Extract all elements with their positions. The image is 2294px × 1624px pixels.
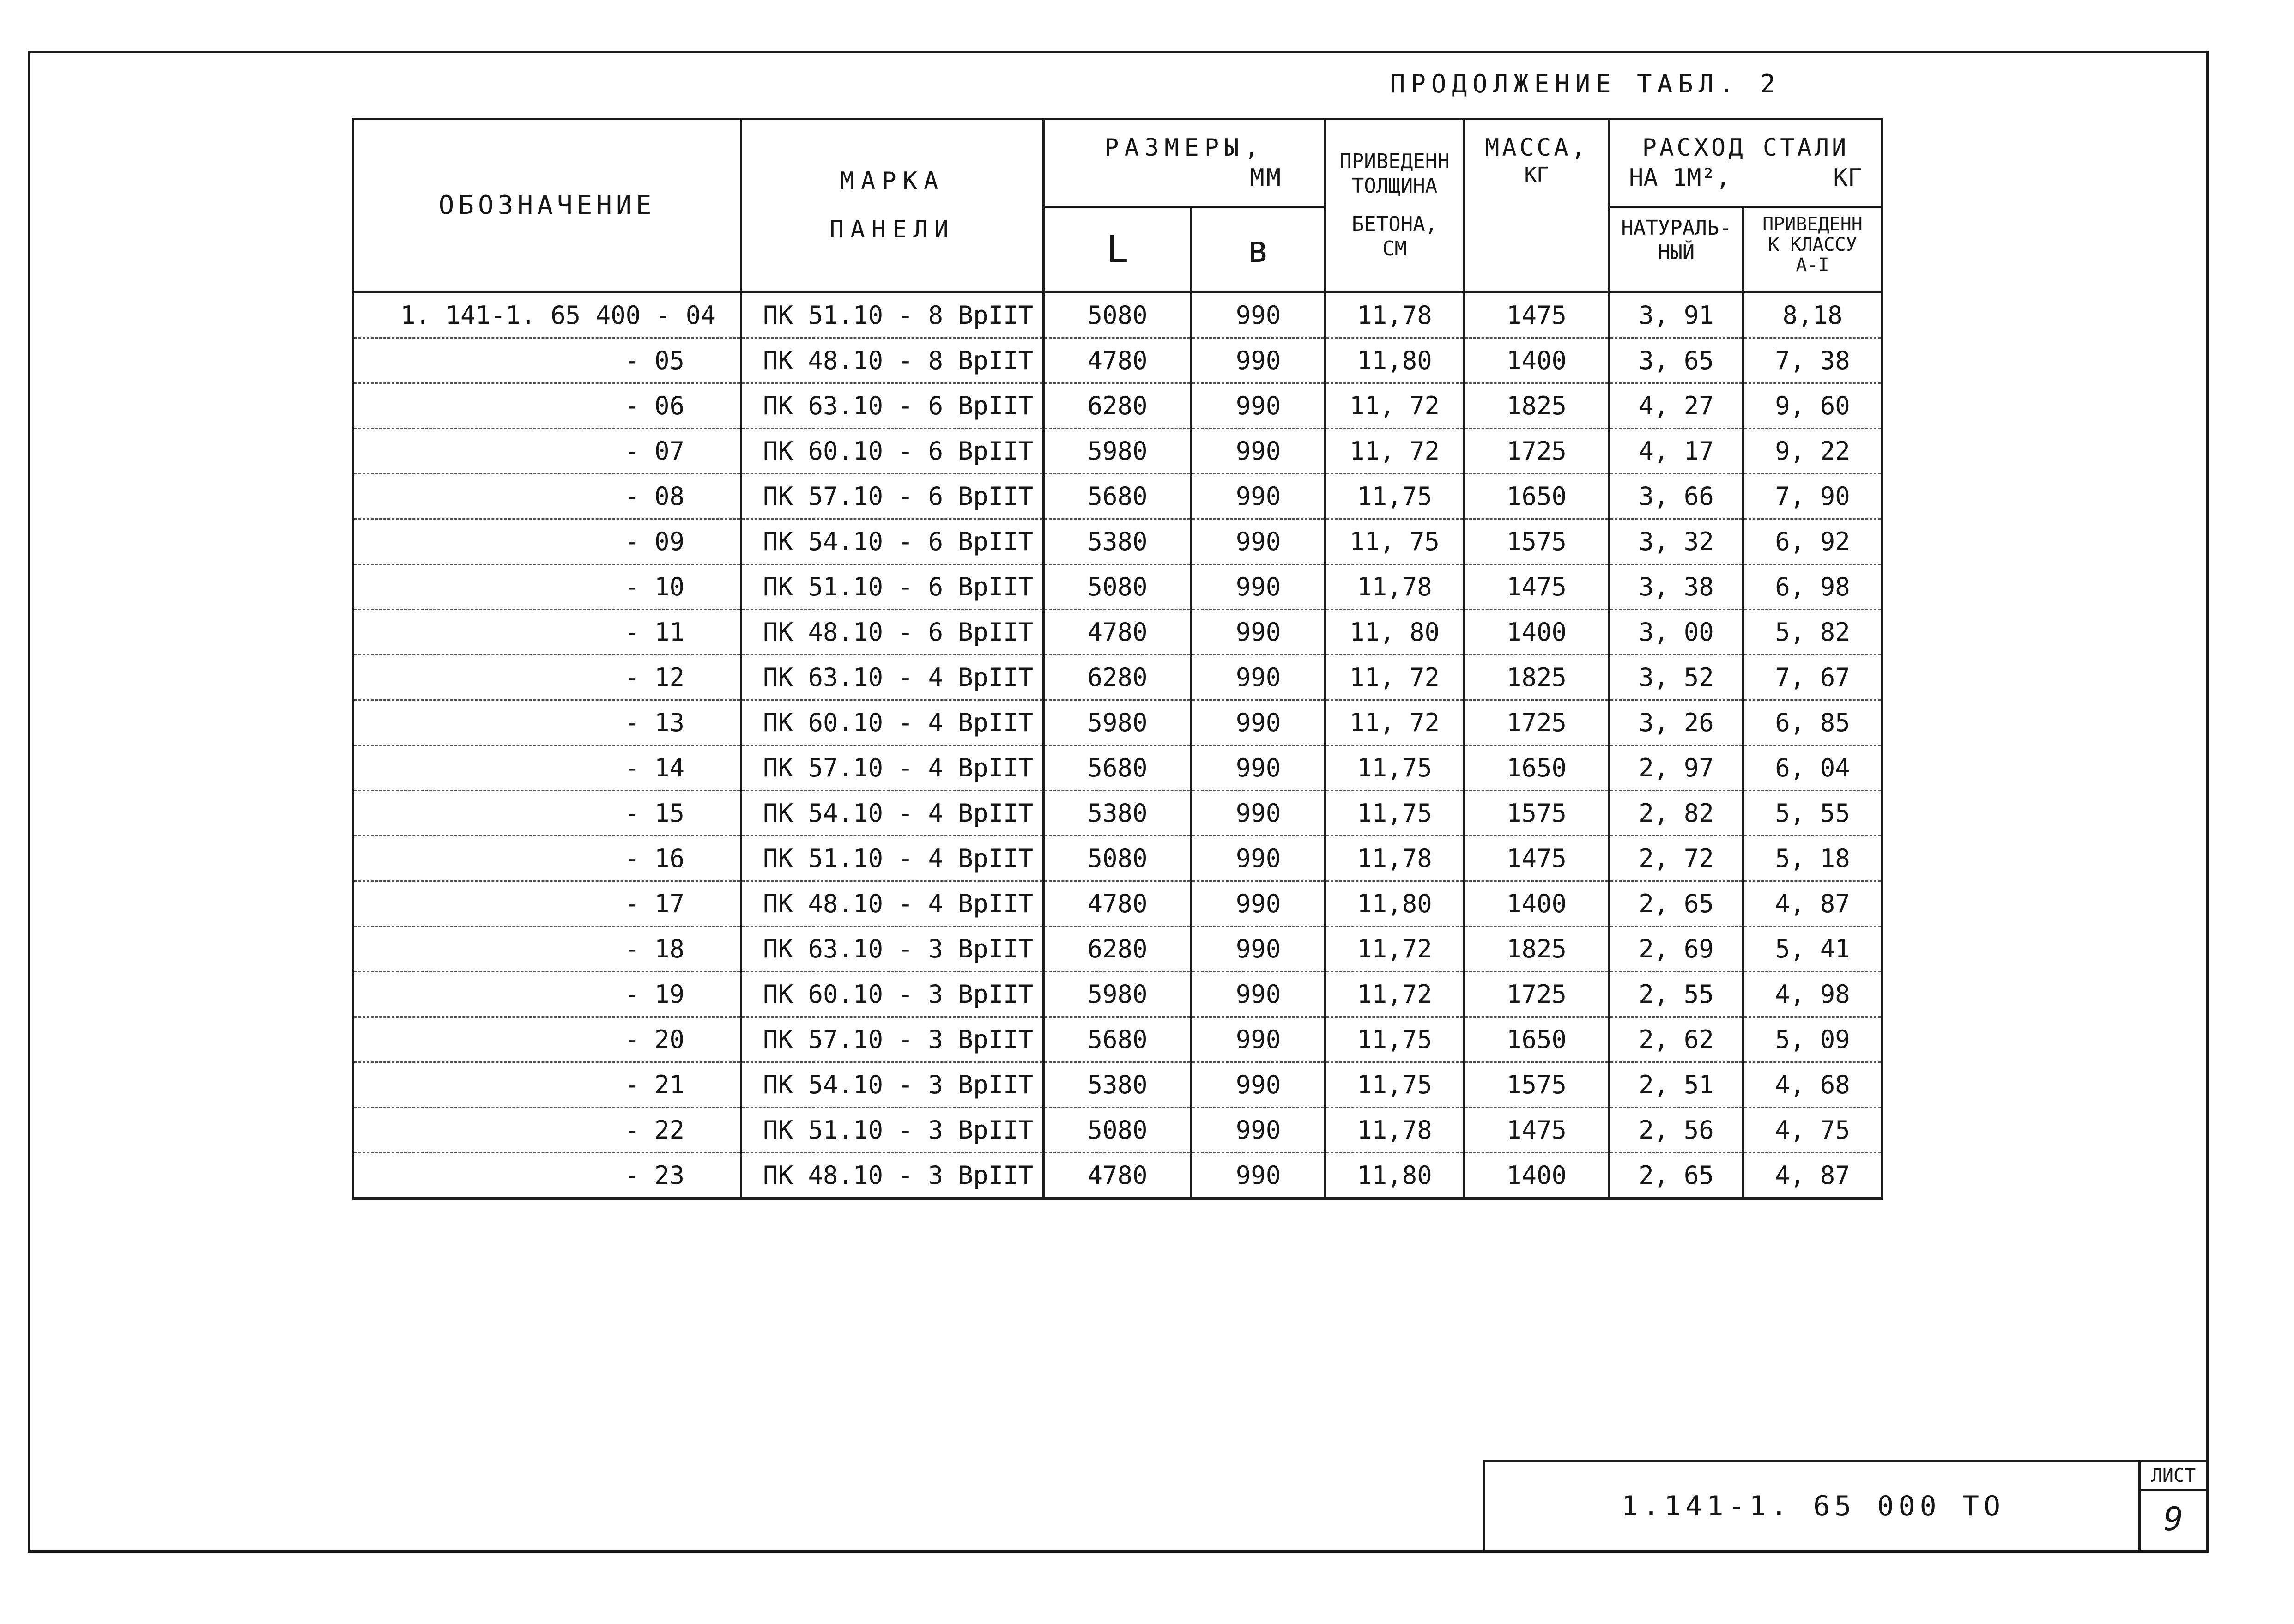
cell-steel-reduced: 5, 55 — [1743, 791, 1882, 836]
cell-length: 5380 — [1044, 1062, 1192, 1108]
cell-panel-mark: ПК 48.10 - 3 ВрIIТ — [741, 1153, 1044, 1199]
cell-width: 990 — [1192, 474, 1326, 519]
header-mass: МАССА, КГ — [1464, 119, 1610, 292]
cell-mass: 1825 — [1464, 655, 1610, 700]
cell-steel-natural: 3, 00 — [1610, 610, 1743, 655]
cell-width: 990 — [1192, 1108, 1326, 1153]
cell-designation: - 17 — [353, 881, 741, 927]
cell-steel-reduced: 4, 75 — [1743, 1108, 1882, 1153]
table-row — [353, 519, 1882, 564]
cell-length: 4780 — [1044, 610, 1192, 655]
cell-designation: - 07 — [353, 429, 741, 474]
cell-designation: - 19 — [353, 972, 741, 1017]
cell-designation: - 09 — [353, 519, 741, 564]
cell-steel-reduced: 6, 98 — [1743, 564, 1882, 610]
table-row — [353, 972, 1882, 1017]
cell-panel-mark: ПК 48.10 - 8 ВрIIТ — [741, 338, 1044, 383]
cell-length: 5680 — [1044, 745, 1192, 791]
table-row — [353, 292, 1882, 338]
cell-length: 5680 — [1044, 1017, 1192, 1062]
cell-steel-natural: 2, 56 — [1610, 1108, 1743, 1153]
cell-thickness: 11,78 — [1326, 1108, 1464, 1153]
cell-designation: - 05 — [353, 338, 741, 383]
cell-designation: - 16 — [353, 836, 741, 881]
cell-steel-natural: 3, 32 — [1610, 519, 1743, 564]
cell-designation: - 20 — [353, 1017, 741, 1062]
cell-steel-natural: 2, 82 — [1610, 791, 1743, 836]
cell-steel-reduced: 5, 18 — [1743, 836, 1882, 881]
cell-designation: - 23 — [353, 1153, 741, 1199]
cell-panel-mark: ПК 63.10 - 4 ВрIIТ — [741, 655, 1044, 700]
cell-steel-natural: 2, 62 — [1610, 1017, 1743, 1062]
cell-designation: - 12 — [353, 655, 741, 700]
cell-thickness: 11,78 — [1326, 292, 1464, 338]
cell-thickness: 11,78 — [1326, 564, 1464, 610]
cell-steel-natural: 2, 97 — [1610, 745, 1743, 791]
cell-steel-reduced: 7, 38 — [1743, 338, 1882, 383]
cell-width: 990 — [1192, 564, 1326, 610]
cell-length: 6280 — [1044, 383, 1192, 429]
cell-panel-mark: ПК 51.10 - 4 ВрIIТ — [741, 836, 1044, 881]
cell-width: 990 — [1192, 429, 1326, 474]
cell-mass: 1400 — [1464, 881, 1610, 927]
cell-width: 990 — [1192, 1062, 1326, 1108]
cell-panel-mark: ПК 60.10 - 6 ВрIIТ — [741, 429, 1044, 474]
cell-thickness: 11,75 — [1326, 1017, 1464, 1062]
cell-length: 4780 — [1044, 881, 1192, 927]
cell-panel-mark: ПК 51.10 - 3 ВрIIТ — [741, 1108, 1044, 1153]
cell-panel-mark: ПК 51.10 - 8 ВрIIТ — [741, 292, 1044, 338]
cell-width: 990 — [1192, 338, 1326, 383]
cell-mass: 1725 — [1464, 972, 1610, 1017]
cell-steel-natural: 2, 65 — [1610, 881, 1743, 927]
cell-length: 5380 — [1044, 791, 1192, 836]
cell-width: 990 — [1192, 881, 1326, 927]
cell-steel-natural: 3, 52 — [1610, 655, 1743, 700]
cell-steel-natural: 3, 66 — [1610, 474, 1743, 519]
cell-steel-natural: 4, 27 — [1610, 383, 1743, 429]
cell-mass: 1400 — [1464, 610, 1610, 655]
cell-panel-mark: ПК 63.10 - 6 ВрIIТ — [741, 383, 1044, 429]
table-row — [353, 655, 1882, 700]
table-row — [353, 745, 1882, 791]
cell-mass: 1825 — [1464, 927, 1610, 972]
cell-steel-natural: 2, 51 — [1610, 1062, 1743, 1108]
cell-thickness: 11,75 — [1326, 791, 1464, 836]
table-row — [353, 1153, 1882, 1199]
cell-steel-natural: 2, 65 — [1610, 1153, 1743, 1199]
cell-designation: - 14 — [353, 745, 741, 791]
cell-thickness: 11, 80 — [1326, 610, 1464, 655]
cell-width: 990 — [1192, 1153, 1326, 1199]
cell-designation: - 11 — [353, 610, 741, 655]
cell-designation: 1. 141-1. 65 400 - 04 — [353, 292, 741, 338]
table-row — [353, 474, 1882, 519]
header-dimensions: РАЗМЕРЫ, ММ — [1044, 119, 1326, 207]
cell-mass: 1575 — [1464, 519, 1610, 564]
cell-panel-mark: ПК 57.10 - 4 ВрIIТ — [741, 745, 1044, 791]
cell-steel-reduced: 8,18 — [1743, 292, 1882, 338]
specification-table — [352, 118, 1883, 1200]
cell-steel-natural: 3, 26 — [1610, 700, 1743, 745]
header-width-b: в — [1192, 207, 1326, 292]
cell-mass: 1650 — [1464, 1017, 1610, 1062]
cell-thickness: 11,72 — [1326, 972, 1464, 1017]
table-row — [353, 927, 1882, 972]
cell-length: 5680 — [1044, 474, 1192, 519]
cell-thickness: 11,75 — [1326, 474, 1464, 519]
cell-width: 990 — [1192, 383, 1326, 429]
cell-steel-reduced: 7, 90 — [1743, 474, 1882, 519]
cell-steel-reduced: 6, 04 — [1743, 745, 1882, 791]
cell-length: 5380 — [1044, 519, 1192, 564]
cell-steel-natural: 3, 38 — [1610, 564, 1743, 610]
cell-mass: 1575 — [1464, 1062, 1610, 1108]
cell-designation: - 10 — [353, 564, 741, 610]
cell-thickness: 11, 72 — [1326, 700, 1464, 745]
cell-thickness: 11, 75 — [1326, 519, 1464, 564]
cell-steel-natural: 3, 91 — [1610, 292, 1743, 338]
cell-mass: 1725 — [1464, 700, 1610, 745]
cell-width: 990 — [1192, 791, 1326, 836]
table-row — [353, 383, 1882, 429]
table-row — [353, 610, 1882, 655]
cell-mass: 1400 — [1464, 1153, 1610, 1199]
cell-thickness: 11,75 — [1326, 745, 1464, 791]
cell-steel-reduced: 5, 41 — [1743, 927, 1882, 972]
cell-mass: 1725 — [1464, 429, 1610, 474]
cell-steel-reduced: 5, 82 — [1743, 610, 1882, 655]
header-steel-consumption: РАСХОД СТАЛИ НА 1М², КГ — [1610, 119, 1882, 207]
table-row — [353, 881, 1882, 927]
cell-panel-mark: ПК 57.10 - 6 ВрIIТ — [741, 474, 1044, 519]
cell-width: 990 — [1192, 655, 1326, 700]
cell-width: 990 — [1192, 292, 1326, 338]
cell-designation: - 15 — [353, 791, 741, 836]
cell-panel-mark: ПК 63.10 - 3 ВрIIТ — [741, 927, 1044, 972]
cell-designation: - 06 — [353, 383, 741, 429]
cell-panel-mark: ПК 54.10 - 3 ВрIIТ — [741, 1062, 1044, 1108]
continuation-note: ПРОДОЛЖЕНИЕ ТАБЛ. 2 — [1390, 69, 1781, 98]
cell-panel-mark: ПК 60.10 - 4 ВрIIТ — [741, 700, 1044, 745]
table-row — [353, 700, 1882, 745]
cell-length: 6280 — [1044, 655, 1192, 700]
cell-steel-reduced: 4, 68 — [1743, 1062, 1882, 1108]
cell-designation: - 18 — [353, 927, 741, 972]
cell-panel-mark: ПК 54.10 - 6 ВрIIТ — [741, 519, 1044, 564]
header-steel-natural: НАТУРАЛЬ- НЫЙ — [1610, 207, 1743, 292]
cell-steel-reduced: 4, 98 — [1743, 972, 1882, 1017]
header-reduced-thickness: ПРИВЕДЕНН ТОЛЩИНА БЕТОНА, СМ — [1326, 119, 1464, 292]
cell-length: 5080 — [1044, 292, 1192, 338]
cell-thickness: 11,78 — [1326, 836, 1464, 881]
title-block-code: 1.141-1. 65 000 ТО — [1483, 1460, 2141, 1550]
cell-width: 990 — [1192, 519, 1326, 564]
table-row — [353, 791, 1882, 836]
cell-thickness: 11,72 — [1326, 927, 1464, 972]
cell-panel-mark: ПК 60.10 - 3 ВрIIТ — [741, 972, 1044, 1017]
cell-steel-natural: 3, 65 — [1610, 338, 1743, 383]
cell-steel-reduced: 4, 87 — [1743, 1153, 1882, 1199]
cell-steel-reduced: 6, 92 — [1743, 519, 1882, 564]
cell-designation: - 21 — [353, 1062, 741, 1108]
cell-width: 990 — [1192, 700, 1326, 745]
cell-mass: 1475 — [1464, 1108, 1610, 1153]
cell-panel-mark: ПК 54.10 - 4 ВрIIТ — [741, 791, 1044, 836]
cell-thickness: 11,75 — [1326, 1062, 1464, 1108]
cell-thickness: 11, 72 — [1326, 383, 1464, 429]
cell-length: 5080 — [1044, 1108, 1192, 1153]
header-panel-mark: МАРКА ПАНЕЛИ — [741, 119, 1044, 292]
cell-length: 4780 — [1044, 338, 1192, 383]
table-body — [353, 292, 1882, 1199]
cell-panel-mark: ПК 57.10 - 3 ВрIIТ — [741, 1017, 1044, 1062]
cell-thickness: 11,80 — [1326, 338, 1464, 383]
cell-mass: 1650 — [1464, 474, 1610, 519]
cell-steel-reduced: 6, 85 — [1743, 700, 1882, 745]
cell-designation: - 08 — [353, 474, 741, 519]
cell-length: 5080 — [1044, 836, 1192, 881]
cell-length: 5980 — [1044, 700, 1192, 745]
cell-width: 990 — [1192, 972, 1326, 1017]
cell-steel-natural: 2, 72 — [1610, 836, 1743, 881]
cell-mass: 1475 — [1464, 564, 1610, 610]
sheet-box — [2138, 1460, 2206, 1550]
cell-width: 990 — [1192, 927, 1326, 972]
cell-length: 5980 — [1044, 429, 1192, 474]
cell-steel-natural: 2, 69 — [1610, 927, 1743, 972]
cell-designation: - 13 — [353, 700, 741, 745]
cell-width: 990 — [1192, 745, 1326, 791]
table-row — [353, 836, 1882, 881]
cell-width: 990 — [1192, 1017, 1326, 1062]
cell-width: 990 — [1192, 610, 1326, 655]
table-row — [353, 1062, 1882, 1108]
cell-thickness: 11,80 — [1326, 1153, 1464, 1199]
cell-thickness: 11,80 — [1326, 881, 1464, 927]
header-length-L: L — [1044, 207, 1192, 292]
cell-length: 6280 — [1044, 927, 1192, 972]
cell-length: 4780 — [1044, 1153, 1192, 1199]
cell-mass: 1825 — [1464, 383, 1610, 429]
cell-length: 5980 — [1044, 972, 1192, 1017]
header-designation: ОБОЗНАЧЕНИЕ — [353, 119, 741, 292]
cell-thickness: 11, 72 — [1326, 429, 1464, 474]
table-row — [353, 564, 1882, 610]
cell-mass: 1475 — [1464, 836, 1610, 881]
cell-panel-mark: ПК 48.10 - 4 ВрIIТ — [741, 881, 1044, 927]
cell-panel-mark: ПК 51.10 - 6 ВрIIТ — [741, 564, 1044, 610]
cell-steel-reduced: 9, 60 — [1743, 383, 1882, 429]
cell-length: 5080 — [1044, 564, 1192, 610]
cell-mass: 1475 — [1464, 292, 1610, 338]
cell-steel-reduced: 9, 22 — [1743, 429, 1882, 474]
cell-mass: 1400 — [1464, 338, 1610, 383]
cell-width: 990 — [1192, 836, 1326, 881]
cell-steel-reduced: 7, 67 — [1743, 655, 1882, 700]
sheet-number: 9 — [2163, 1500, 2184, 1538]
cell-mass: 1575 — [1464, 791, 1610, 836]
sheet-label: ЛИСТ — [2141, 1462, 2206, 1491]
table-row — [353, 338, 1882, 383]
header-steel-reduced: ПРИВЕДЕНН К КЛАССУ А-I — [1743, 207, 1882, 292]
cell-steel-natural: 4, 17 — [1610, 429, 1743, 474]
cell-steel-reduced: 4, 87 — [1743, 881, 1882, 927]
table-row — [353, 429, 1882, 474]
table-row — [353, 1108, 1882, 1153]
cell-thickness: 11, 72 — [1326, 655, 1464, 700]
cell-mass: 1650 — [1464, 745, 1610, 791]
table-row — [353, 1017, 1882, 1062]
cell-steel-natural: 2, 55 — [1610, 972, 1743, 1017]
cell-steel-reduced: 5, 09 — [1743, 1017, 1882, 1062]
cell-panel-mark: ПК 48.10 - 6 ВрIIТ — [741, 610, 1044, 655]
cell-designation: - 22 — [353, 1108, 741, 1153]
